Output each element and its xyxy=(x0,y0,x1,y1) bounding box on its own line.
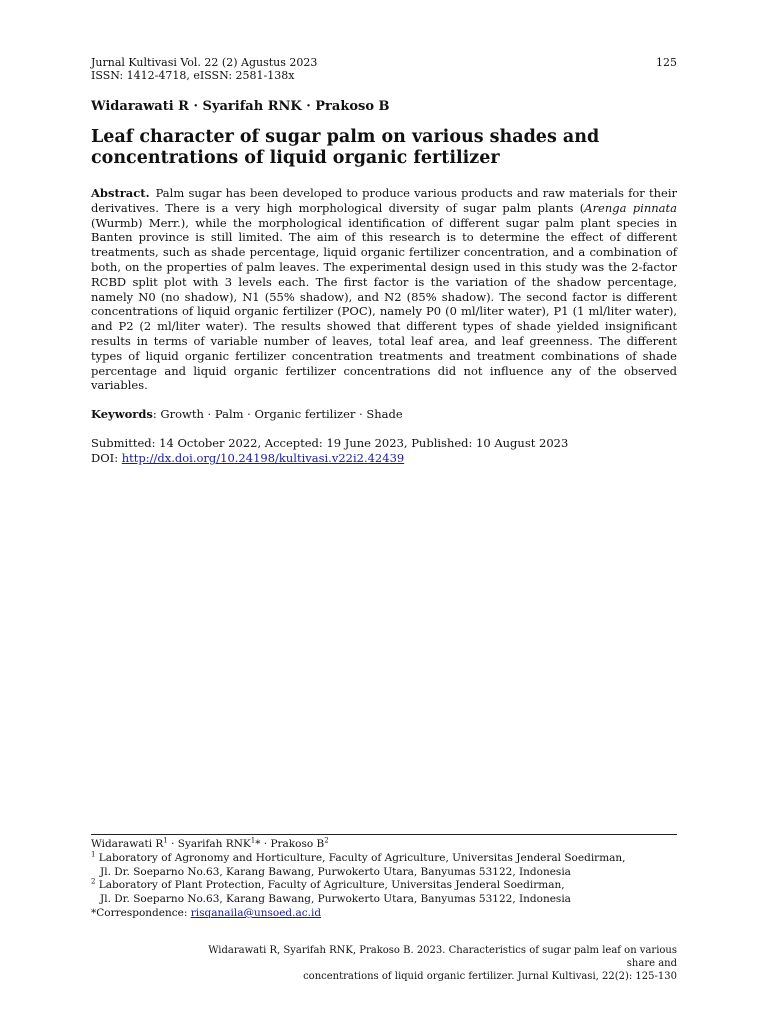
keywords-text: : Growth · Palm · Organic fertilizer · Shade xyxy=(152,407,403,422)
publication-dates xyxy=(91,436,677,466)
species-name: Arenga pinnata xyxy=(584,200,677,215)
author-list: Widarawati R · Syarifah RNK · Prakoso B xyxy=(91,99,390,114)
affiliation-1-line-1: Laboratory of Agronomy and Horticulture, Faculty of Agriculture, Universitas Jenderal Soedirman, xyxy=(95,851,626,864)
doi-line xyxy=(91,451,677,466)
doi-link[interactable]: http://dx.doi.org/10.24198/kultivasi.v22i2.42439 xyxy=(121,451,405,466)
issn-line: ISSN: 1412-4718, eISSN: 2581-138x xyxy=(91,69,295,82)
fn-author-1: Widarawati R xyxy=(91,838,164,850)
abstract-label: Abstract. xyxy=(91,186,150,200)
citation-line-1: Widarawati R, Syarifah RNK, Prakoso B. 2023. Characteristics of sugar palm leaf on various share and xyxy=(208,945,677,969)
fn-corresponding-mark: * xyxy=(255,838,261,850)
fn-sup: 2 xyxy=(324,836,329,845)
article-title: Leaf character of sugar palm on various shades and concentrations of liquid organic fertilizer xyxy=(91,127,600,168)
footnotes xyxy=(91,834,677,921)
journal-name: Jurnal Kultivasi Vol. 22 (2) Agustus 2023 xyxy=(91,56,318,69)
correspondence-email[interactable]: risqanaila@unsoed.ac.id xyxy=(190,906,322,919)
abstract xyxy=(91,186,677,393)
correspondence xyxy=(91,907,677,921)
keywords-label: Keywords xyxy=(91,407,153,422)
citation xyxy=(207,944,677,983)
abstract-text-2: (Wurmb) Merr.), while the morphological identification of different sugar palm plant species in Banten province is still limited. The aim of this research is to determine the effect of different treatments, such as shade percentage, liquid organic fertilizer concentration, and a combination of both, on the properties of palm leaves. The experimental design used in this study was the 2-factor RCBD split plot with 3 levels each. The first factor is the variation of the shadow percentage, namely N0 (no shadow), N1 (55% shadow), and N2 (85% shadow). The second factor is different concentrations of liquid organic fertilizer (POC), namely P0 (0 ml/liter water), P1 (1 ml/liter water), and P2 (2 ml/liter water). The results showed that different types of shade yielded insignificant results in terms of variable number of leaves, total leaf area, and leaf greenness. The different types of liquid organic fertilizer concentration treatments and treatment combinations of shade percentage and liquid organic fertilizer concentrations did not influence any of the observed variables. xyxy=(91,215,677,393)
affiliation-2 xyxy=(91,879,677,893)
citation-line-2: concentrations of liquid organic fertilizer. Jurnal Kultivasi, 22(2): 125-130 xyxy=(303,971,677,982)
footnote-authors xyxy=(91,838,677,852)
fn-author-3: · Prakoso B xyxy=(260,838,325,850)
article-page xyxy=(91,56,677,466)
page-number: 125 xyxy=(656,56,677,69)
affiliation-1-line-2: Jl. Dr. Soeparno No.63, Karang Bawang, Purwokerto Utara, Banyumas 53122, Indonesia xyxy=(100,865,571,878)
keywords xyxy=(91,407,677,421)
dates-line: Submitted: 14 October 2022, Accepted: 19 June 2023, Published: 10 August 2023 xyxy=(91,436,569,451)
affiliation-1 xyxy=(91,852,677,866)
abstract-text-1: Palm sugar has been developed to produce various products and raw materials for their derivatives. There is a very high morphological diversity of sugar palm plants ( xyxy=(91,186,677,215)
fn-sup: 1 xyxy=(250,836,256,845)
doi-label: DOI: xyxy=(91,451,122,466)
running-header xyxy=(91,56,677,69)
fn-sup: 1 xyxy=(91,850,96,859)
fn-sup: 2 xyxy=(91,877,96,886)
affiliation-2-line-2: Jl. Dr. Soeparno No.63, Karang Bawang, Purwokerto Utara, Banyumas 53122, Indonesia xyxy=(100,893,571,906)
correspondence-label: *Correspondence: xyxy=(91,906,191,919)
fn-author-2: · Syarifah RNK xyxy=(167,838,251,850)
affiliation-2-line-1: Laboratory of Plant Protection, Faculty of Agriculture, Universitas Jenderal Soedirman, xyxy=(95,879,565,892)
fn-sup: 1 xyxy=(163,836,168,845)
